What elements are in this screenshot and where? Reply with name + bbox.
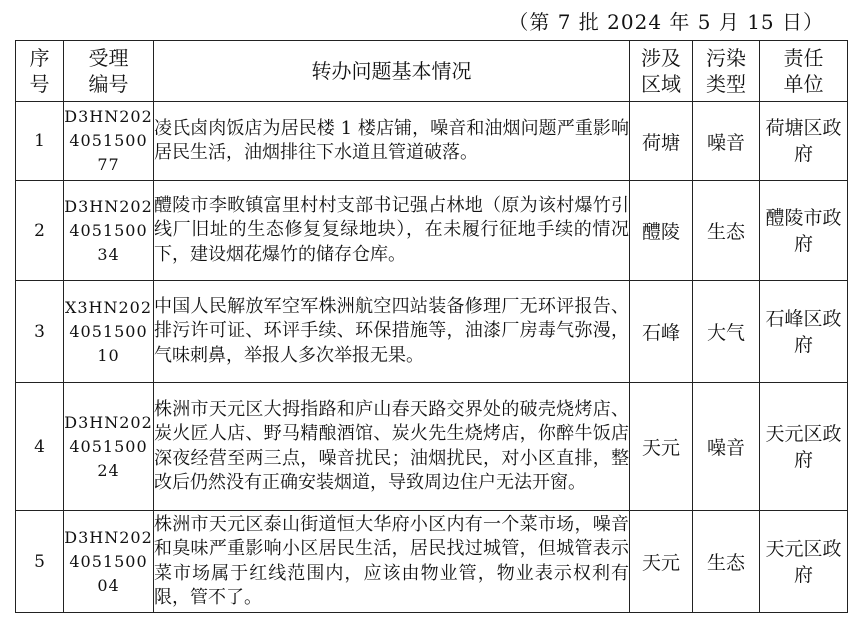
table-row: [16, 383, 848, 511]
row-responsible-unit: 石峰区政府: [760, 281, 848, 383]
row-seq: 1: [16, 102, 64, 181]
row-area: 天元: [630, 511, 693, 613]
row-description: 醴陵市李畋镇富里村村支部书记强占林地（原为该村爆竹引线厂旧址的生态修复复绿地块），在未履行征地手续的情况下，建设烟花爆竹的储存仓库。: [154, 181, 630, 281]
row-seq: 3: [16, 281, 64, 383]
row-pollution-type: 噪音: [693, 102, 760, 181]
table-header-row: [16, 41, 848, 102]
header-id: 受理 编号: [64, 41, 154, 102]
row-description: 株洲市天元区泰山街道恒大华府小区内有一个菜市场，噪音和臭味严重影响小区居民生活，居民找过城管，但城管表示菜市场属于红线范围内，应该由物业管，物业表示权利有限，管不了。: [154, 511, 630, 613]
row-description: 株洲市天元区大拇指路和庐山春天路交界处的破壳烧烤店、炭火匠人店、野马精酿酒馆、炭火先生烧烤店，你醉牛饭店深夜经营至两三点，噪音扰民；油烟扰民，对小区直排，整改后仍然没有正确安装烟道，导致周边住户无法开窗。: [154, 383, 630, 511]
table-row: [16, 181, 848, 281]
row-pollution-type: 噪音: [693, 383, 760, 511]
row-area: 醴陵: [630, 181, 693, 281]
row-responsible-unit: 天元区政府: [760, 383, 848, 511]
row-responsible-unit: 荷塘区政府: [760, 102, 848, 181]
row-case-id: D3HN202405150004: [64, 511, 154, 613]
table-row: [16, 511, 848, 613]
row-description: 凌氏卤肉饭店为居民楼 1 楼店铺，噪音和油烟问题严重影响居民生活，油烟排往下水道且管道破落。: [154, 102, 630, 181]
header-area: 涉及 区域: [630, 41, 693, 102]
row-area: 石峰: [630, 281, 693, 383]
row-responsible-unit: 醴陵市政府: [760, 181, 848, 281]
header-desc: 转办问题基本情况: [154, 41, 630, 102]
row-pollution-type: 生态: [693, 511, 760, 613]
row-seq: 5: [16, 511, 64, 613]
batch-date-heading: （第 7 批 2024 年 5 月 15 日）: [508, 10, 824, 34]
row-responsible-unit: 天元区政府: [760, 511, 848, 613]
table-row: [16, 281, 848, 383]
row-pollution-type: 大气: [693, 281, 760, 383]
row-description: 中国人民解放军空军株洲航空四站装备修理厂无环评报告、排污许可证、环评手续、环保措施等，油漆厂房毒气弥漫，气味刺鼻，举报人多次举报无果。: [154, 281, 630, 383]
row-seq: 2: [16, 181, 64, 281]
row-case-id: X3HN202405150010: [64, 281, 154, 383]
row-area: 天元: [630, 383, 693, 511]
row-case-id: D3HN202405150077: [64, 102, 154, 181]
row-case-id: D3HN202405150024: [64, 383, 154, 511]
row-seq: 4: [16, 383, 64, 511]
row-pollution-type: 生态: [693, 181, 760, 281]
table-row: [16, 102, 848, 181]
header-seq: 序 号: [16, 41, 64, 102]
header-unit: 责任 单位: [760, 41, 848, 102]
row-case-id: D3HN202405150034: [64, 181, 154, 281]
row-area: 荷塘: [630, 102, 693, 181]
header-type: 污染 类型: [693, 41, 760, 102]
complaint-table: [15, 40, 848, 613]
